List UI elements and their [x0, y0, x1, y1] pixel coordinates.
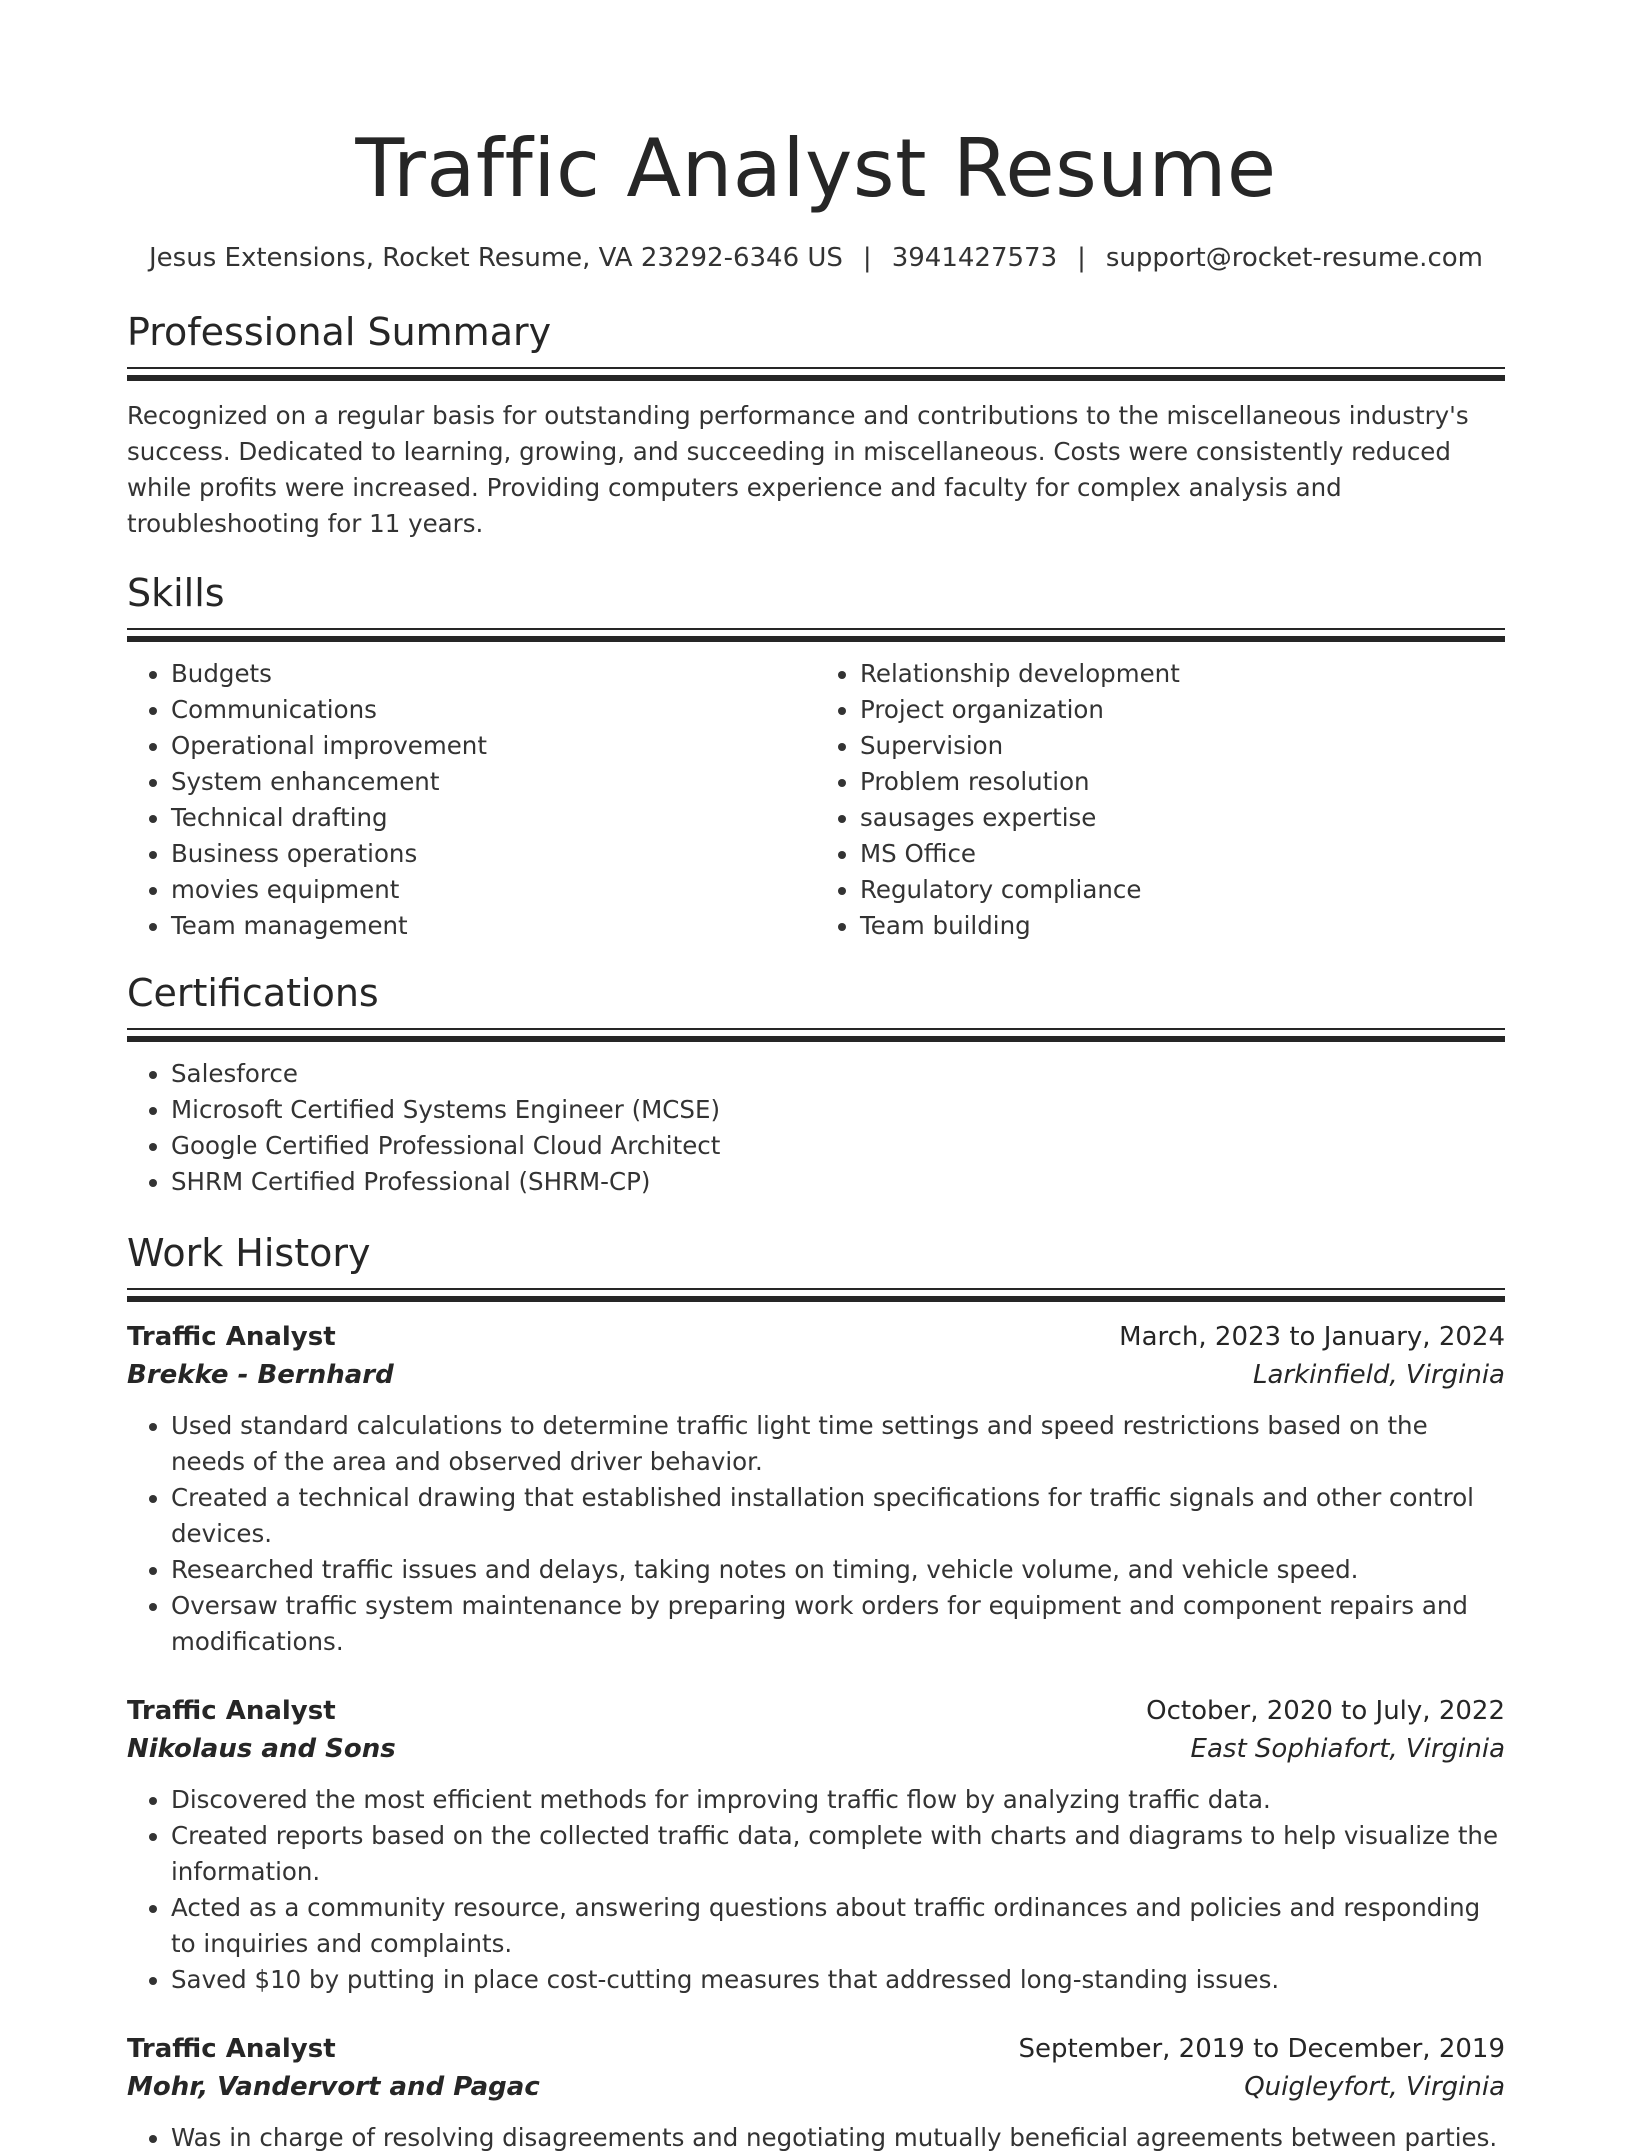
resume-title: Traffic Analyst Resume — [355, 122, 1277, 215]
job-company: Nikolaus and Sons — [127, 1734, 396, 1764]
section-divider — [127, 1288, 1505, 1302]
section-heading-work-history: Work History — [127, 1231, 371, 1275]
contact-line — [127, 241, 1505, 275]
skill-item: • Team management — [171, 908, 816, 944]
contact-phone: 3941427573 — [891, 243, 1058, 273]
job-location: Quigleyfort, Virginia — [1244, 2072, 1505, 2102]
skill-item: • Relationship development — [860, 656, 1505, 692]
section-divider — [127, 1028, 1505, 1042]
job-company-row — [127, 1730, 1505, 1768]
certifications-section — [127, 970, 1505, 1200]
job-bullet: • Was in charge of resolving disagreements and negotiating mutually beneficial agreements between parties. — [171, 2120, 1505, 2156]
skill-item: • Business operations — [171, 836, 816, 872]
skill-item: • Regulatory compliance — [860, 872, 1505, 908]
job-title: Traffic Analyst — [127, 1322, 336, 1352]
section-divider — [127, 628, 1505, 642]
job-bullets — [127, 1408, 1505, 1660]
job-location: East Sophiafort, Virginia — [1190, 1734, 1505, 1764]
job-bullet: • Created a technical drawing that established installation specifications for traffic signals and other control devices. — [171, 1480, 1505, 1552]
certification-item: • Salesforce — [171, 1056, 1505, 1092]
certifications-list — [127, 1056, 1505, 1200]
skill-item: • Supervision — [860, 728, 1505, 764]
skill-item: • Problem resolution — [860, 764, 1505, 800]
certification-item: • SHRM Certified Professional (SHRM-CP) — [171, 1164, 1505, 1200]
job-entry — [127, 1318, 1505, 1660]
contact-email: support@rocket-resume.com — [1105, 243, 1483, 273]
job-header-row — [127, 2030, 1505, 2068]
skills-list-left — [127, 656, 816, 944]
certification-item: • Google Certified Professional Cloud Architect — [171, 1128, 1505, 1164]
skill-item: • MS Office — [860, 836, 1505, 872]
section-heading-summary: Professional Summary — [127, 310, 552, 354]
skills-section — [127, 570, 1505, 944]
job-bullets — [127, 2120, 1505, 2156]
job-bullet: • Used standard calculations to determine traffic light time settings and speed restrictions based on the needs of the area and observed driver behavior. — [171, 1408, 1505, 1480]
job-bullets — [127, 1782, 1505, 1998]
job-company: Brekke - Bernhard — [127, 1360, 394, 1390]
skill-item: • Technical drafting — [171, 800, 816, 836]
job-bullet: • Oversaw traffic system maintenance by preparing work orders for equipment and component repairs and modifications. — [171, 1588, 1505, 1660]
skill-item: • Budgets — [171, 656, 816, 692]
contact-separator: | — [862, 243, 872, 273]
skills-list-right — [816, 656, 1505, 944]
job-header-row — [127, 1318, 1505, 1356]
job-bullet: • Saved $10 by putting in place cost-cutting measures that addressed long-standing issues. — [171, 1962, 1505, 1998]
skill-item: • Project organization — [860, 692, 1505, 728]
job-entry — [127, 2030, 1505, 2156]
summary-text: Recognized on a regular basis for outstanding performance and contributions to the miscellaneous industry's success. Dedicated to learning, growing, and succeeding in miscellaneous. Costs were consistently reduced while profits were increased. Providing computers experience and faculty for complex analysis and troubleshooting for 11 years. — [127, 401, 1469, 538]
skill-item: • Communications — [171, 692, 816, 728]
skill-item: • movies equipment — [171, 872, 816, 908]
job-company-row — [127, 2068, 1505, 2106]
job-company: Mohr, Vandervort and Pagac — [127, 2072, 540, 2102]
skills-columns — [127, 656, 1505, 944]
contact-separator: | — [1077, 243, 1086, 273]
certification-item: • Microsoft Certified Systems Engineer (MCSE) — [171, 1092, 1505, 1128]
job-company-row — [127, 1356, 1505, 1394]
skill-item: • sausages expertise — [860, 800, 1505, 836]
skill-item: • System enhancement — [171, 764, 816, 800]
job-dates: March, 2023 to January, 2024 — [1119, 1322, 1505, 1352]
job-bullet: • Created reports based on the collected traffic data, complete with charts and diagrams to help visualize the information. — [171, 1818, 1505, 1890]
job-header-row — [127, 1692, 1505, 1730]
section-divider — [127, 367, 1505, 381]
section-heading-certifications: Certifications — [127, 971, 379, 1015]
section-heading-skills: Skills — [127, 571, 225, 615]
job-entry — [127, 1692, 1505, 1998]
job-bullet: • Acted as a community resource, answering questions about traffic ordinances and policies and responding to inquiries and complaints. — [171, 1890, 1505, 1962]
job-dates: September, 2019 to December, 2019 — [1018, 2034, 1505, 2064]
contact-address: Jesus Extensions, Rocket Resume, VA 23292-6346 US — [149, 243, 843, 273]
summary-section — [127, 309, 1505, 542]
job-bullet: • Discovered the most efficient methods for improving traffic flow by analyzing traffic data. — [171, 1782, 1505, 1818]
job-dates: October, 2020 to July, 2022 — [1146, 1696, 1505, 1726]
skill-item: • Team building — [860, 908, 1505, 944]
job-title: Traffic Analyst — [127, 2034, 336, 2064]
work-history-section — [127, 1230, 1505, 2156]
job-location: Larkinfield, Virginia — [1253, 1360, 1505, 1390]
job-bullet: • Researched traffic issues and delays, taking notes on timing, vehicle volume, and vehicle speed. — [171, 1552, 1505, 1588]
job-title: Traffic Analyst — [127, 1696, 336, 1726]
skill-item: • Operational improvement — [171, 728, 816, 764]
